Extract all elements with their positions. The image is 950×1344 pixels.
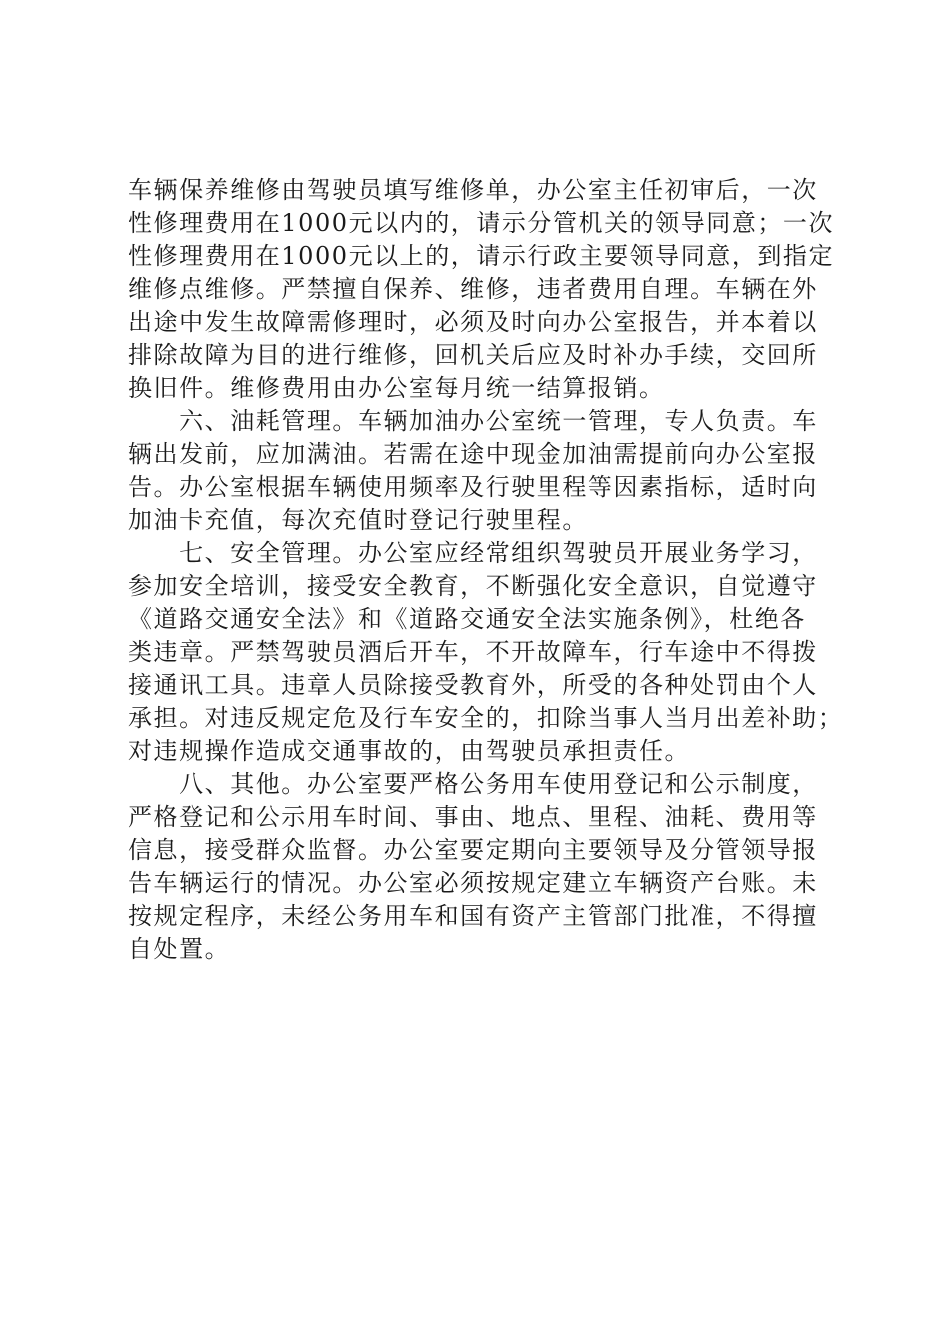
text-line: 八、其他。办公室要严格公务用车使用登记和公示制度， bbox=[128, 770, 818, 798]
text-line: 六、油耗管理。车辆加油办公室统一管理，专人负责。车 bbox=[128, 407, 818, 435]
text-line: 承担。对违反规定危及行车安全的，扣除当事人当月出差补助； bbox=[128, 704, 844, 732]
text-line: 性修理费用在1000元以上的，请示行政主要领导同意，到指定 bbox=[128, 242, 835, 270]
text-line: 严格登记和公示用车时间、事由、地点、里程、油耗、费用等 bbox=[128, 803, 818, 831]
text-line: 告车辆运行的情况。办公室必须按规定建立车辆资产台账。未 bbox=[128, 869, 818, 897]
text-line: 排除故障为目的进行维修，回机关后应及时补办手续，交回所 bbox=[128, 341, 818, 369]
text-line: 类违章。严禁驾驶员酒后开车，不开故障车，行车途中不得拨 bbox=[128, 638, 818, 666]
text-line: 出途中发生故障需修理时，必须及时向办公室报告，并本着以 bbox=[128, 308, 818, 336]
text-line: 参加安全培训，接受安全教育，不断强化安全意识，自觉遵守 bbox=[128, 572, 818, 600]
text-line: 加油卡充值，每次充值时登记行驶里程。 bbox=[128, 506, 588, 534]
document-body bbox=[128, 174, 843, 966]
text-line: 告。办公室根据车辆使用频率及行驶里程等因素指标，适时向 bbox=[128, 473, 818, 501]
text-line: 辆出发前，应加满油。若需在途中现金加油需提前向办公室报 bbox=[128, 440, 818, 468]
text-line: 对违规操作造成交通事故的，由驾驶员承担责任。 bbox=[128, 737, 691, 765]
text-line: 按规定程序，未经公务用车和国有资产主管部门批准，不得擅 bbox=[128, 902, 818, 930]
text-line: 性修理费用在1000元以内的，请示分管机关的领导同意；一次 bbox=[128, 209, 835, 237]
text-line: 维修点维修。严禁擅自保养、维修，违者费用自理。车辆在外 bbox=[128, 275, 818, 303]
text-line: 七、安全管理。办公室应经常组织驾驶员开展业务学习， bbox=[128, 539, 818, 567]
text-line: 接通讯工具。违章人员除接受教育外，所受的各种处罚由个人 bbox=[128, 671, 818, 699]
text-line: 车辆保养维修由驾驶员填写维修单，办公室主任初审后，一次 bbox=[128, 176, 818, 204]
text-line: 自处置。 bbox=[128, 935, 231, 963]
text-line: 《道路交通安全法》和《道路交通安全法实施条例》，杜绝各 bbox=[128, 605, 806, 633]
text-line: 换旧件。维修费用由办公室每月统一结算报销。 bbox=[128, 374, 665, 402]
text-line: 信息，接受群众监督。办公室要定期向主要领导及分管领导报 bbox=[128, 836, 818, 864]
